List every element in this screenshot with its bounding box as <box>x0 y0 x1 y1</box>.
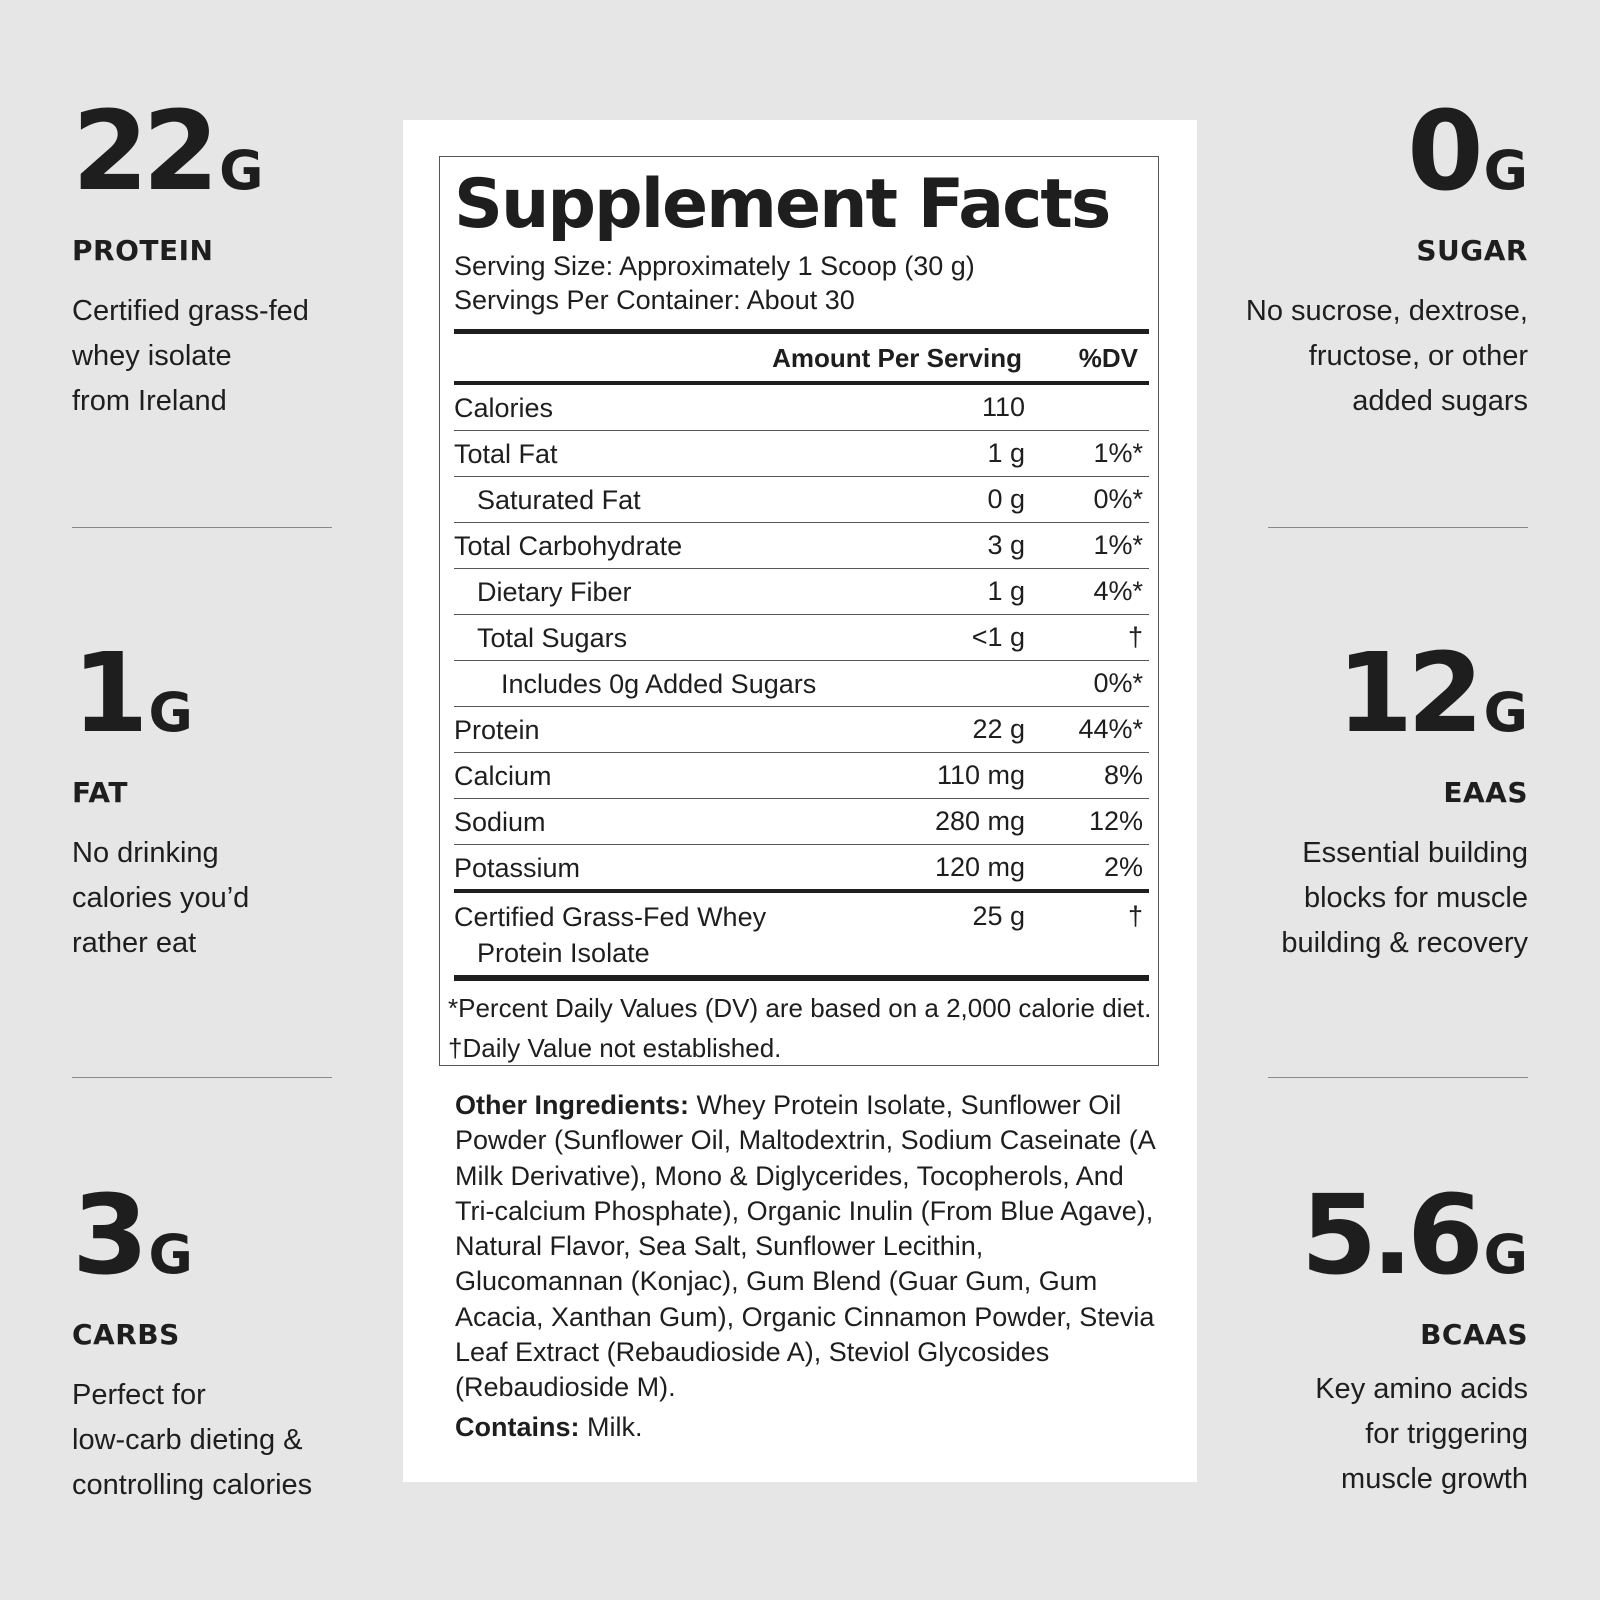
nutrient-row: Protein 22 g 44%* <box>454 707 1149 753</box>
contains-statement <box>455 1412 643 1443</box>
stat-value: 3 G <box>72 1171 193 1299</box>
stat-value: 5.6 G <box>1300 1171 1528 1299</box>
ingredients-label: Other Ingredients: <box>455 1090 690 1120</box>
stat-label: EAAS <box>1443 776 1528 809</box>
divider <box>1268 527 1528 528</box>
header-amount: Amount Per Serving <box>772 343 1022 373</box>
stat-carbs <box>72 1171 372 1508</box>
nutrient-row: Total Carbohydrate 3 g 1%* <box>454 523 1149 569</box>
nutrient-row: Total Fat 1 g 1%* <box>454 431 1149 477</box>
stat-description: Certified grass-fed whey isolate from Ireland <box>72 295 309 417</box>
divider <box>72 1077 332 1078</box>
divider <box>1268 1077 1528 1078</box>
stat-description: Key amino acids for triggering muscle growth <box>1315 1373 1528 1495</box>
stat-value: 22 G <box>72 87 264 215</box>
stat-value: 0 G <box>1407 87 1528 215</box>
footnote-dagger: †Daily Value not established. <box>448 1033 782 1063</box>
stat-label: PROTEIN <box>72 234 214 267</box>
contains-text: Milk. <box>579 1412 643 1442</box>
supplement-facts-box <box>439 156 1159 1066</box>
footnote-dv: *Percent Daily Values (DV) are based on a 2,000 calorie diet. <box>448 993 1152 1023</box>
stat-value: 1 G <box>72 629 193 757</box>
nutrient-row: Includes 0g Added Sugars 0%* <box>454 661 1149 707</box>
medium-rule <box>454 889 1149 893</box>
stat-eaas <box>1228 629 1528 966</box>
ingredients-text: Whey Protein Isolate, Sunflower Oil Powder (Sunflower Oil, Maltodextrin, Sodium Caseinate (A Milk Derivative), Mono & Diglycerides, Tocopherols, And Tri-calcium Phosphate), Organic Inulin (From Blue Agave), Natural Flavor, Sea Salt, Sunflower Lecithin, Glucomannan (Konjac), Gum Blend (Guar Gum, Gum Acacia, Xanthan Gum), Organic Cinnamon Powder, Stevia Leaf Extract (Rebaudioside A), Steviol Glycosides (Rebaudioside M). <box>455 1090 1155 1403</box>
stat-label: CARBS <box>72 1318 180 1351</box>
stat-value: 12 G <box>1336 629 1528 757</box>
stat-description: Essential building blocks for muscle building & recovery <box>1281 837 1528 959</box>
nutrient-row: Dietary Fiber 1 g 4%* <box>454 569 1149 615</box>
header-dv: %DV <box>1078 343 1138 373</box>
stat-fat <box>72 629 372 966</box>
stat-label: SUGAR <box>1416 234 1528 267</box>
stat-bcaas <box>1228 1171 1528 1502</box>
stat-label: BCAAS <box>1420 1318 1528 1351</box>
stat-description: No sucrose, dextrose, fructose, or other added sugars <box>1245 295 1528 417</box>
contains-label: Contains: <box>455 1412 580 1442</box>
divider <box>72 527 332 528</box>
stat-description: No drinking calories you’d rather eat <box>72 837 250 959</box>
stat-label: FAT <box>72 776 129 809</box>
nutrient-row: Saturated Fat 0 g 0%* <box>454 477 1149 523</box>
whey-row: Certified Grass-Fed Whey Protein Isolate 25 g † <box>454 901 1143 968</box>
serving-size: Serving Size: Approximately 1 Scoop (30 g) <box>454 251 975 281</box>
label-panel <box>403 120 1197 1482</box>
facts-title: Supplement Facts <box>454 165 1110 244</box>
thick-rule <box>454 975 1149 981</box>
nutrient-row: Total Sugars <1 g † <box>454 615 1149 661</box>
nutrient-row: Sodium 280 mg 12% <box>454 799 1149 845</box>
stat-protein <box>72 87 372 424</box>
other-ingredients <box>455 1088 1155 1406</box>
stat-sugar <box>1228 87 1528 424</box>
stat-description: Perfect for low-carb dieting & controlling calories <box>72 1379 313 1501</box>
thick-rule <box>454 329 1149 334</box>
nutrient-row: Calcium 110 mg 8% <box>454 753 1149 799</box>
nutrient-row: Potassium 120 mg 2% <box>454 852 1143 883</box>
nutrient-row: Calories 110 <box>454 385 1149 431</box>
servings-per-container: Servings Per Container: About 30 <box>454 285 855 315</box>
